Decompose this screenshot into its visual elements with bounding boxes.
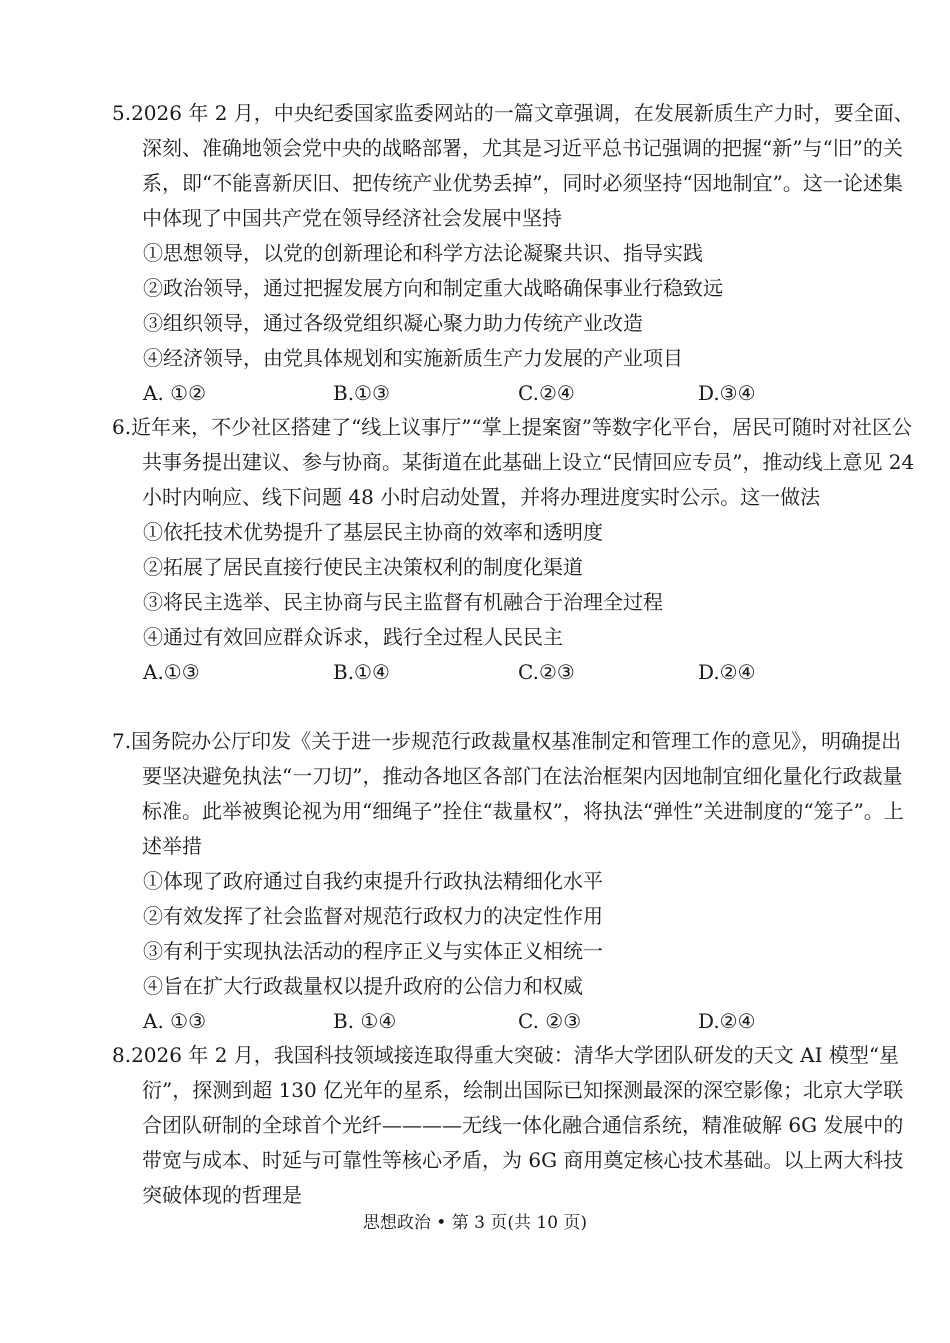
question-stem: 5.2026 年 2 月，中央纪委国家监委网站的一篇文章强调，在发展新质生产力时，要全面、深刻、准确地领会党中央的战略部署，尤其是习近平总书记强调的把握“新”与“旧”的关系，即“不能喜新厌旧、把传统产业优势丢掉”，同时必须坚持“因地制宜”。这一论述集中体现了中国共产党在领导经济社会发展中坚持 [112, 101, 914, 230]
question-6 [112, 410, 917, 690]
statement-4: ④通过有效回应群众诉求，践行全过程人民民主 [143, 625, 563, 649]
choice-a: A.①③ [143, 660, 200, 684]
choice-a: A. ①② [143, 381, 207, 405]
question-stem: 7.国务院办公厅印发《关于进一步规范行政裁量权基准制定和管理工作的意见》，明确提出要坚决避免执法“一刀切”，推动各地区各部门在法治框架内因地制宜细化量化行政裁量标准。此举被舆论视为用“细绳子”拴住“裁量权”，将执法“弹性”关进制度的“笼子”。上述举措 [112, 729, 904, 858]
statement-4: ④旨在扩大行政裁量权以提升政府的公信力和权威 [143, 974, 583, 998]
statement-1: ①思想领导，以党的创新理论和科学方法论凝聚共识、指导实践 [143, 241, 703, 265]
statement-2: ②政治领导，通过把握发展方向和制定重大战略确保事业行稳致远 [143, 276, 723, 300]
choice-c: C. ②③ [518, 1009, 582, 1033]
choice-a: A. ①③ [143, 1009, 207, 1033]
choice-b: B.①③ [333, 381, 390, 405]
statement-2: ②拓展了居民直接行使民主决策权利的制度化渠道 [143, 555, 583, 579]
question-5 [112, 96, 917, 411]
question-7 [112, 724, 917, 1039]
statement-3: ③将民主选举、民主协商与民主监督有机融合于治理全过程 [143, 590, 663, 614]
statement-3: ③有利于实现执法活动的程序正义与实体正义相统一 [143, 939, 603, 963]
answer-choices [143, 655, 917, 690]
choice-d: D.③④ [698, 381, 756, 405]
choice-d: D.②④ [698, 660, 756, 684]
question-stem: 8.2026 年 2 月，我国科技领域接连取得重大突破：清华大学团队研发的天文 AI 模型“星衍”，探测到超 130 亿光年的星系，绘制出国际已知探测最深的深空影像；北京大学联合团队研制的全球首个光纤————无线一体化融合通信系统，精准破解 6G 发展中的带宽与成本、时延与可靠性等核心矛盾，为 6G 商用奠定核心技术基础。以上两大科技突破体现的哲理是 [112, 1043, 904, 1207]
statement-1: ①体现了政府通过自我约束提升行政执法精细化水平 [143, 869, 603, 893]
choice-b: B.①④ [333, 660, 390, 684]
answer-choices [143, 376, 917, 411]
statement-3: ③组织领导，通过各级党组织凝心聚力助力传统产业改造 [143, 311, 643, 335]
choice-b: B. ①④ [333, 1009, 397, 1033]
statement-2: ②有效发挥了社会监督对规范行政权力的决定性作用 [143, 904, 603, 928]
answer-choices [143, 1004, 917, 1039]
statement-4: ④经济领导，由党具体规划和实施新质生产力发展的产业项目 [143, 346, 683, 370]
choice-c: C.②③ [518, 660, 575, 684]
choice-c: C.②④ [518, 381, 575, 405]
page-footer: 思想政治 • 第 3 页(共 10 页) [362, 1213, 588, 1233]
question-stem: 6.近年来，不少社区搭建了“线上议事厅”“掌上提案窗”等数字化平台，居民可随时对社区公共事务提出建议、参与协商。某街道在此基础上设立“民情回应专员”，推动线上意见 24 小时内响应、线下问题 48 小时启动处置，并将办理进度实时公示。这一做法 [112, 415, 915, 509]
choice-d: D.②④ [698, 1009, 756, 1033]
question-8 [112, 1038, 917, 1213]
statement-1: ①依托技术优势提升了基层民主协商的效率和透明度 [143, 520, 603, 544]
